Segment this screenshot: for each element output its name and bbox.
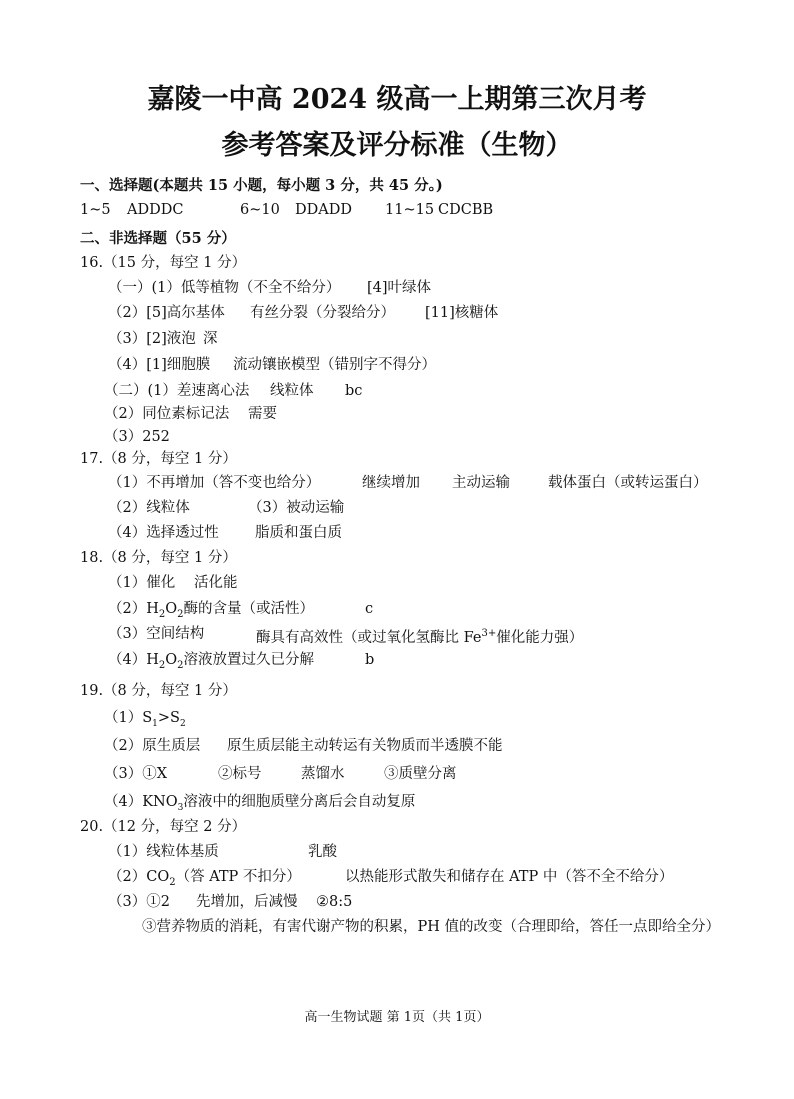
q17-2b: （3）被动运输 bbox=[248, 500, 345, 516]
section2-heading: 二、非选择题（55 分） bbox=[80, 230, 236, 247]
mc-range-2: 6~10 bbox=[240, 202, 280, 218]
q16-1-4b: 流动镶嵌模型（错别字不得分） bbox=[233, 357, 436, 373]
mc-answers-2: DDADD bbox=[295, 202, 352, 218]
q19-header: 19.（8 分，每空 1 分） bbox=[80, 683, 237, 699]
q17-1a: （1）不再增加（答不变也给分） bbox=[108, 475, 321, 491]
q19-3b: ②标号 bbox=[218, 766, 262, 782]
q19-4: $(4)KNO_3$溶液中的细胞质壁分离后会自动复原 bbox=[104, 794, 416, 813]
q16-1-2a: （2）[5]高尔基体 bbox=[108, 305, 225, 321]
q17-3a: （4）选择透过性 bbox=[108, 525, 219, 541]
q18-2a: $(2)H_2O_2$酶的含量（或活性） bbox=[108, 601, 315, 620]
q20-1b: 乳酸 bbox=[308, 844, 337, 860]
q20-1a: （1）线粒体基质 bbox=[108, 844, 219, 860]
q16-1-1a: （一）(1）低等植物（不全不给分） bbox=[108, 280, 341, 296]
q20-3d: ③营养物质的消耗，有害代谢产物的积累，PH 值的改变（合理即给，答任一点即给全分） bbox=[142, 919, 721, 935]
mc-range-1: 1~5 bbox=[80, 202, 111, 218]
q17-1d: 载体蛋白（或转运蛋白） bbox=[548, 475, 708, 491]
q16-1-4a: （4）[1]细胞膜 bbox=[108, 357, 211, 373]
q19-3d: ③质壁分离 bbox=[384, 766, 457, 782]
q19-3c: 蒸馏水 bbox=[301, 766, 345, 782]
q19-2b: 原生质层能主动转运有关物质而半透膜不能 bbox=[227, 738, 503, 754]
page-subtitle: 参考答案及评分标准（生物） bbox=[221, 130, 573, 161]
q16-2-1a: （二）(1）差速离心法 bbox=[104, 383, 250, 399]
q17-header: 17.（8 分，每空 1 分） bbox=[80, 451, 237, 467]
q17-3b: 脂质和蛋白质 bbox=[255, 525, 342, 541]
page-footer: 高一生物试题 第 1页（共 1页） bbox=[304, 1010, 490, 1025]
q18-3a: （3）空间结构 bbox=[108, 626, 205, 642]
q18-1a: （1）催化 bbox=[108, 575, 176, 591]
q16-1-2b: 有丝分裂（分裂给分） bbox=[250, 305, 395, 321]
page-title: 嘉陵一中高 2024 级高一上期第三次月考 bbox=[147, 84, 647, 115]
q19-3a: （3）①X bbox=[104, 766, 168, 782]
q18-1b: 活化能 bbox=[194, 575, 238, 591]
q16-2-2b: 需要 bbox=[248, 406, 277, 422]
q20-3b: 先增加，后减慢 bbox=[196, 894, 298, 910]
q17-1c: 主动运输 bbox=[452, 475, 510, 491]
q16-2-3a: （3）252 bbox=[104, 429, 170, 445]
q20-2a: $(2)CO_2$（答 ATP 不扣分） bbox=[108, 869, 301, 888]
q19-1: $(1)S_1>S_2$ bbox=[104, 710, 186, 729]
q16-1-1b: [4]叶绿体 bbox=[367, 280, 432, 296]
q20-header: 20.（12 分，每空 2 分） bbox=[80, 819, 247, 835]
section1-heading: 一、选择题(本题共 15 小题，每小题 3 分，共 45 分。) bbox=[80, 177, 443, 194]
q19-2a: （2）原生质层 bbox=[104, 738, 201, 754]
q17-2a: （2）线粒体 bbox=[108, 500, 190, 516]
q18-3b: 酶具有高效性（或过氧化氢酶比 $Fe^{3+}$催化能力强） bbox=[256, 628, 584, 646]
q16-1-3b: 深 bbox=[203, 331, 218, 347]
q18-2b: c bbox=[365, 601, 374, 617]
q20-3a: （3）①2 bbox=[108, 894, 170, 910]
mc-range-3: 11~15 bbox=[385, 202, 435, 218]
q20-3c: ②8:5 bbox=[316, 894, 353, 910]
q16-2-1b: 线粒体 bbox=[270, 383, 314, 399]
q18-4a: $(4)H_2O_2$溶液放置过久已分解 bbox=[108, 652, 315, 671]
q16-2-1c: bc bbox=[345, 383, 363, 399]
q16-2-2a: （2）同位素标记法 bbox=[104, 406, 230, 422]
q20-2b: 以热能形式散失和储存在 ATP 中（答不全不给分） bbox=[345, 869, 674, 885]
q18-4b: b bbox=[365, 652, 375, 668]
q17-1b: 继续增加 bbox=[362, 475, 420, 491]
q16-1-2c: [11]核糖体 bbox=[425, 305, 499, 321]
mc-answers-3: CDCBB bbox=[438, 202, 494, 218]
q16-header: 16.（15 分，每空 1 分） bbox=[80, 255, 247, 271]
q16-1-3a: （3）[2]液泡 bbox=[108, 331, 196, 347]
q18-header: 18.（8 分，每空 1 分） bbox=[80, 550, 237, 566]
mc-answers-1: ADDDC bbox=[127, 202, 184, 218]
